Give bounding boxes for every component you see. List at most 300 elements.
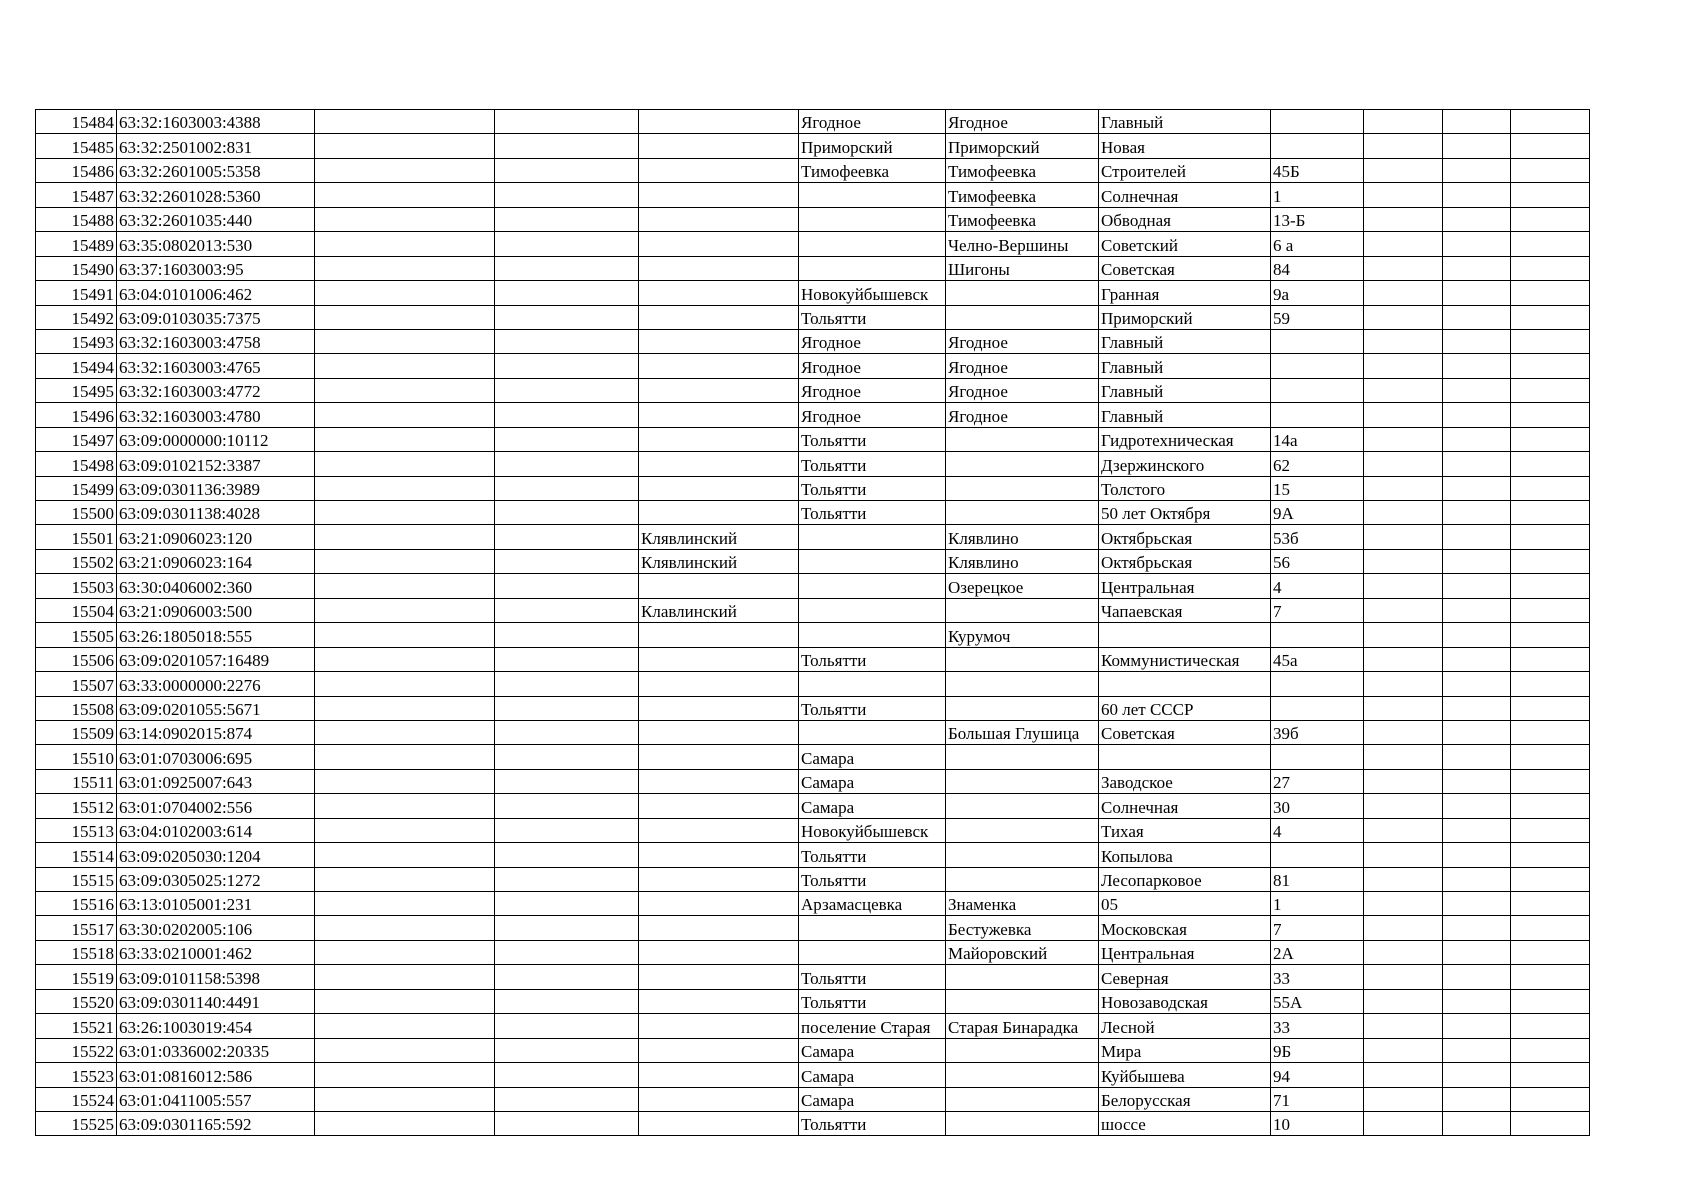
table-row (36, 183, 1590, 207)
locality-cell (946, 672, 1099, 696)
blank-cell-c (1364, 232, 1443, 256)
locality-cell: Старая Бинарадка (946, 1014, 1099, 1038)
locality-cell: Майоровский (946, 940, 1099, 964)
table-row (36, 525, 1590, 549)
blank-cell-d (1443, 110, 1511, 134)
row-number-cell: 15498 (36, 452, 117, 476)
blank-cell-c (1364, 158, 1443, 182)
district-cell (639, 1014, 799, 1038)
blank-cell-c (1364, 598, 1443, 622)
blank-cell-a (315, 256, 495, 280)
cadastral-number-cell: 63:14:0902015:874 (117, 720, 315, 744)
street-cell: Обводная (1099, 207, 1271, 231)
blank-cell-d (1443, 745, 1511, 769)
locality-cell: Челно-Вершины (946, 232, 1099, 256)
blank-cell-b (495, 403, 639, 427)
blank-cell-c (1364, 134, 1443, 158)
street-cell: Советский (1099, 232, 1271, 256)
blank-cell-b (495, 794, 639, 818)
cadastral-number-cell: 63:01:0411005:557 (117, 1087, 315, 1111)
blank-cell-b (495, 281, 639, 305)
blank-cell-b (495, 378, 639, 402)
locality-cell (946, 794, 1099, 818)
house-cell: 1 (1271, 183, 1364, 207)
district-cell (639, 452, 799, 476)
row-number-cell: 15485 (36, 134, 117, 158)
blank-cell-c (1364, 476, 1443, 500)
house-cell: 4 (1271, 574, 1364, 598)
blank-cell-e (1511, 329, 1590, 353)
blank-cell-a (315, 281, 495, 305)
district-cell (639, 818, 799, 842)
district-cell (639, 965, 799, 989)
locality-cell (946, 647, 1099, 671)
district-cell: Клявлинский (639, 525, 799, 549)
blank-cell-c (1364, 378, 1443, 402)
blank-cell-e (1511, 256, 1590, 280)
street-cell: Заводское (1099, 769, 1271, 793)
row-number-cell: 15513 (36, 818, 117, 842)
cadastral-number-cell: 63:35:0802013:530 (117, 232, 315, 256)
city-cell: Тольятти (799, 696, 946, 720)
blank-cell-a (315, 696, 495, 720)
house-cell: 27 (1271, 769, 1364, 793)
cadastral-number-cell: 63:09:0301138:4028 (117, 501, 315, 525)
blank-cell-a (315, 476, 495, 500)
table-row (36, 403, 1590, 427)
blank-cell-a (315, 1038, 495, 1062)
blank-cell-b (495, 1063, 639, 1087)
district-cell (639, 843, 799, 867)
cadastral-number-cell: 63:09:0101158:5398 (117, 965, 315, 989)
locality-cell: Клявлино (946, 549, 1099, 573)
district-cell (639, 427, 799, 451)
table-row (36, 672, 1590, 696)
house-cell: 59 (1271, 305, 1364, 329)
row-number-cell: 15487 (36, 183, 117, 207)
house-cell (1271, 696, 1364, 720)
street-cell: Куйбышева (1099, 1063, 1271, 1087)
district-cell (639, 1063, 799, 1087)
blank-cell-c (1364, 354, 1443, 378)
blank-cell-d (1443, 256, 1511, 280)
locality-cell (946, 476, 1099, 500)
blank-cell-c (1364, 427, 1443, 451)
blank-cell-b (495, 696, 639, 720)
district-cell (639, 867, 799, 891)
locality-cell: Ягодное (946, 110, 1099, 134)
city-cell (799, 940, 946, 964)
blank-cell-c (1364, 281, 1443, 305)
blank-cell-a (315, 769, 495, 793)
blank-cell-d (1443, 549, 1511, 573)
blank-cell-a (315, 892, 495, 916)
house-cell: 39б (1271, 720, 1364, 744)
city-cell (799, 549, 946, 573)
street-cell: Копылова (1099, 843, 1271, 867)
table-row (36, 256, 1590, 280)
table-body (36, 110, 1590, 1136)
cadastral-number-cell: 63:09:0301136:3989 (117, 476, 315, 500)
blank-cell-d (1443, 1111, 1511, 1135)
blank-cell-b (495, 452, 639, 476)
row-number-cell: 15523 (36, 1063, 117, 1087)
district-cell (639, 1038, 799, 1062)
locality-cell: Большая Глушица (946, 720, 1099, 744)
table-row (36, 989, 1590, 1013)
table-row (36, 281, 1590, 305)
row-number-cell: 15524 (36, 1087, 117, 1111)
blank-cell-e (1511, 476, 1590, 500)
row-number-cell: 15497 (36, 427, 117, 451)
city-cell (799, 207, 946, 231)
row-number-cell: 15518 (36, 940, 117, 964)
table-row (36, 843, 1590, 867)
table-row (36, 818, 1590, 842)
table-row (36, 476, 1590, 500)
blank-cell-a (315, 989, 495, 1013)
blank-cell-e (1511, 818, 1590, 842)
row-number-cell: 15492 (36, 305, 117, 329)
table-row (36, 867, 1590, 891)
blank-cell-d (1443, 965, 1511, 989)
house-cell: 10 (1271, 1111, 1364, 1135)
house-cell: 33 (1271, 965, 1364, 989)
district-cell (639, 720, 799, 744)
blank-cell-e (1511, 183, 1590, 207)
district-cell (639, 158, 799, 182)
blank-cell-d (1443, 843, 1511, 867)
blank-cell-a (315, 452, 495, 476)
city-cell: Тольятти (799, 867, 946, 891)
blank-cell-c (1364, 1111, 1443, 1135)
cadastral-number-cell: 63:32:2501002:831 (117, 134, 315, 158)
row-number-cell: 15488 (36, 207, 117, 231)
locality-cell (946, 1111, 1099, 1135)
blank-cell-c (1364, 574, 1443, 598)
street-cell (1099, 672, 1271, 696)
street-cell: Центральная (1099, 940, 1271, 964)
blank-cell-b (495, 549, 639, 573)
table-row (36, 916, 1590, 940)
street-cell: Главный (1099, 354, 1271, 378)
blank-cell-d (1443, 672, 1511, 696)
city-cell: Тольятти (799, 501, 946, 525)
city-cell (799, 720, 946, 744)
table-row (36, 1014, 1590, 1038)
house-cell: 62 (1271, 452, 1364, 476)
row-number-cell: 15496 (36, 403, 117, 427)
row-number-cell: 15522 (36, 1038, 117, 1062)
city-cell: Ягодное (799, 329, 946, 353)
house-cell: 2А (1271, 940, 1364, 964)
blank-cell-a (315, 232, 495, 256)
locality-cell (946, 696, 1099, 720)
blank-cell-d (1443, 696, 1511, 720)
street-cell: Главный (1099, 329, 1271, 353)
table-row (36, 940, 1590, 964)
district-cell (639, 745, 799, 769)
locality-cell: Озерецкое (946, 574, 1099, 598)
blank-cell-c (1364, 403, 1443, 427)
locality-cell (946, 1087, 1099, 1111)
city-cell (799, 574, 946, 598)
city-cell: Приморский (799, 134, 946, 158)
blank-cell-a (315, 794, 495, 818)
locality-cell (946, 745, 1099, 769)
blank-cell-a (315, 720, 495, 744)
blank-cell-a (315, 965, 495, 989)
row-number-cell: 15490 (36, 256, 117, 280)
blank-cell-d (1443, 1038, 1511, 1062)
blank-cell-d (1443, 1014, 1511, 1038)
cadastral-number-cell: 63:32:2601035:440 (117, 207, 315, 231)
table-row (36, 110, 1590, 134)
blank-cell-a (315, 843, 495, 867)
blank-cell-d (1443, 647, 1511, 671)
row-number-cell: 15507 (36, 672, 117, 696)
locality-cell (946, 1063, 1099, 1087)
blank-cell-a (315, 305, 495, 329)
cadastral-number-cell: 63:13:0105001:231 (117, 892, 315, 916)
district-cell (639, 207, 799, 231)
district-cell (639, 354, 799, 378)
cadastral-number-cell: 63:32:1603003:4772 (117, 378, 315, 402)
row-number-cell: 15502 (36, 549, 117, 573)
blank-cell-a (315, 867, 495, 891)
district-cell (639, 1111, 799, 1135)
city-cell: Тольятти (799, 1111, 946, 1135)
blank-cell-c (1364, 623, 1443, 647)
house-cell: 9А (1271, 501, 1364, 525)
table-row (36, 427, 1590, 451)
house-cell: 81 (1271, 867, 1364, 891)
city-cell: Ягодное (799, 403, 946, 427)
row-number-cell: 15514 (36, 843, 117, 867)
blank-cell-c (1364, 647, 1443, 671)
row-number-cell: 15493 (36, 329, 117, 353)
house-cell: 6 а (1271, 232, 1364, 256)
city-cell: Ягодное (799, 354, 946, 378)
blank-cell-e (1511, 892, 1590, 916)
blank-cell-b (495, 305, 639, 329)
district-cell (639, 476, 799, 500)
street-cell: 50 лет Октября (1099, 501, 1271, 525)
street-cell: Гранная (1099, 281, 1271, 305)
table-row (36, 452, 1590, 476)
street-cell: Главный (1099, 378, 1271, 402)
blank-cell-d (1443, 329, 1511, 353)
house-cell: 7 (1271, 598, 1364, 622)
house-cell: 7 (1271, 916, 1364, 940)
blank-cell-b (495, 1038, 639, 1062)
cadastral-number-cell: 63:09:0301140:4491 (117, 989, 315, 1013)
table-row (36, 501, 1590, 525)
district-cell (639, 183, 799, 207)
blank-cell-d (1443, 1087, 1511, 1111)
locality-cell (946, 452, 1099, 476)
blank-cell-d (1443, 989, 1511, 1013)
table-row (36, 1038, 1590, 1062)
blank-cell-c (1364, 843, 1443, 867)
blank-cell-a (315, 501, 495, 525)
row-number-cell: 15501 (36, 525, 117, 549)
table-row (36, 158, 1590, 182)
blank-cell-e (1511, 989, 1590, 1013)
district-cell (639, 989, 799, 1013)
blank-cell-b (495, 769, 639, 793)
blank-cell-d (1443, 281, 1511, 305)
blank-cell-a (315, 1087, 495, 1111)
cadastral-number-cell: 63:26:1003019:454 (117, 1014, 315, 1038)
city-cell: поселение Старая (799, 1014, 946, 1038)
locality-cell (946, 843, 1099, 867)
locality-cell: Клявлино (946, 525, 1099, 549)
blank-cell-c (1364, 329, 1443, 353)
blank-cell-e (1511, 1014, 1590, 1038)
row-number-cell: 15505 (36, 623, 117, 647)
blank-cell-c (1364, 452, 1443, 476)
row-number-cell: 15494 (36, 354, 117, 378)
cadastral-number-cell: 63:09:0305025:1272 (117, 867, 315, 891)
locality-cell: Знаменка (946, 892, 1099, 916)
district-cell (639, 696, 799, 720)
blank-cell-b (495, 1087, 639, 1111)
blank-cell-e (1511, 549, 1590, 573)
blank-cell-a (315, 378, 495, 402)
blank-cell-e (1511, 354, 1590, 378)
house-cell: 45Б (1271, 158, 1364, 182)
blank-cell-e (1511, 452, 1590, 476)
cadastral-number-cell: 63:21:0906023:120 (117, 525, 315, 549)
locality-cell (946, 501, 1099, 525)
blank-cell-e (1511, 281, 1590, 305)
locality-cell (946, 965, 1099, 989)
city-cell: Тольятти (799, 989, 946, 1013)
blank-cell-c (1364, 916, 1443, 940)
row-number-cell: 15506 (36, 647, 117, 671)
blank-cell-d (1443, 794, 1511, 818)
cadastral-number-cell: 63:21:0906003:500 (117, 598, 315, 622)
table-row (36, 1063, 1590, 1087)
blank-cell-c (1364, 867, 1443, 891)
street-cell: Коммунистическая (1099, 647, 1271, 671)
blank-cell-e (1511, 769, 1590, 793)
blank-cell-b (495, 329, 639, 353)
table-row (36, 354, 1590, 378)
blank-cell-c (1364, 940, 1443, 964)
city-cell (799, 623, 946, 647)
house-cell (1271, 378, 1364, 402)
city-cell (799, 256, 946, 280)
blank-cell-b (495, 843, 639, 867)
house-cell (1271, 329, 1364, 353)
blank-cell-e (1511, 720, 1590, 744)
blank-cell-e (1511, 623, 1590, 647)
house-cell: 33 (1271, 1014, 1364, 1038)
blank-cell-c (1364, 1087, 1443, 1111)
cadastral-number-cell: 63:33:0000000:2276 (117, 672, 315, 696)
city-cell: Тольятти (799, 843, 946, 867)
street-cell: Чапаевская (1099, 598, 1271, 622)
blank-cell-b (495, 110, 639, 134)
blank-cell-c (1364, 1038, 1443, 1062)
row-number-cell: 15511 (36, 769, 117, 793)
house-cell: 84 (1271, 256, 1364, 280)
house-cell (1271, 110, 1364, 134)
table-row (36, 378, 1590, 402)
city-cell: Тольятти (799, 305, 946, 329)
street-cell: Московская (1099, 916, 1271, 940)
city-cell: Арзамасцевка (799, 892, 946, 916)
locality-cell: Шигоны (946, 256, 1099, 280)
locality-cell: Ягодное (946, 329, 1099, 353)
blank-cell-c (1364, 769, 1443, 793)
city-cell: Самара (799, 794, 946, 818)
street-cell: Строителей (1099, 158, 1271, 182)
table-row (36, 329, 1590, 353)
house-cell: 4 (1271, 818, 1364, 842)
district-cell (639, 232, 799, 256)
city-cell (799, 672, 946, 696)
street-cell (1099, 745, 1271, 769)
city-cell: Тимофеевка (799, 158, 946, 182)
locality-cell (946, 427, 1099, 451)
blank-cell-e (1511, 916, 1590, 940)
blank-cell-b (495, 354, 639, 378)
street-cell: Толстого (1099, 476, 1271, 500)
district-cell (639, 256, 799, 280)
house-cell (1271, 134, 1364, 158)
blank-cell-c (1364, 183, 1443, 207)
blank-cell-a (315, 940, 495, 964)
city-cell: Ягодное (799, 378, 946, 402)
street-cell: Октябрьская (1099, 549, 1271, 573)
city-cell: Тольятти (799, 427, 946, 451)
street-cell: Лесопарковое (1099, 867, 1271, 891)
cadastral-number-cell: 63:09:0000000:10112 (117, 427, 315, 451)
street-cell: Новозаводская (1099, 989, 1271, 1013)
blank-cell-b (495, 867, 639, 891)
table-row (36, 745, 1590, 769)
locality-cell (946, 769, 1099, 793)
blank-cell-c (1364, 1063, 1443, 1087)
blank-cell-a (315, 549, 495, 573)
table-row (36, 574, 1590, 598)
blank-cell-c (1364, 989, 1443, 1013)
blank-cell-e (1511, 794, 1590, 818)
blank-cell-d (1443, 403, 1511, 427)
records-table (35, 109, 1590, 1136)
blank-cell-d (1443, 476, 1511, 500)
blank-cell-c (1364, 305, 1443, 329)
city-cell: Самара (799, 745, 946, 769)
city-cell: Тольятти (799, 452, 946, 476)
cadastral-number-cell: 63:09:0201057:16489 (117, 647, 315, 671)
district-cell (639, 110, 799, 134)
row-number-cell: 15519 (36, 965, 117, 989)
blank-cell-e (1511, 403, 1590, 427)
table-row (36, 623, 1590, 647)
blank-cell-e (1511, 305, 1590, 329)
blank-cell-b (495, 525, 639, 549)
table-row (36, 1087, 1590, 1111)
blank-cell-b (495, 256, 639, 280)
street-cell (1099, 623, 1271, 647)
blank-cell-d (1443, 305, 1511, 329)
city-cell: Тольятти (799, 476, 946, 500)
locality-cell (946, 281, 1099, 305)
